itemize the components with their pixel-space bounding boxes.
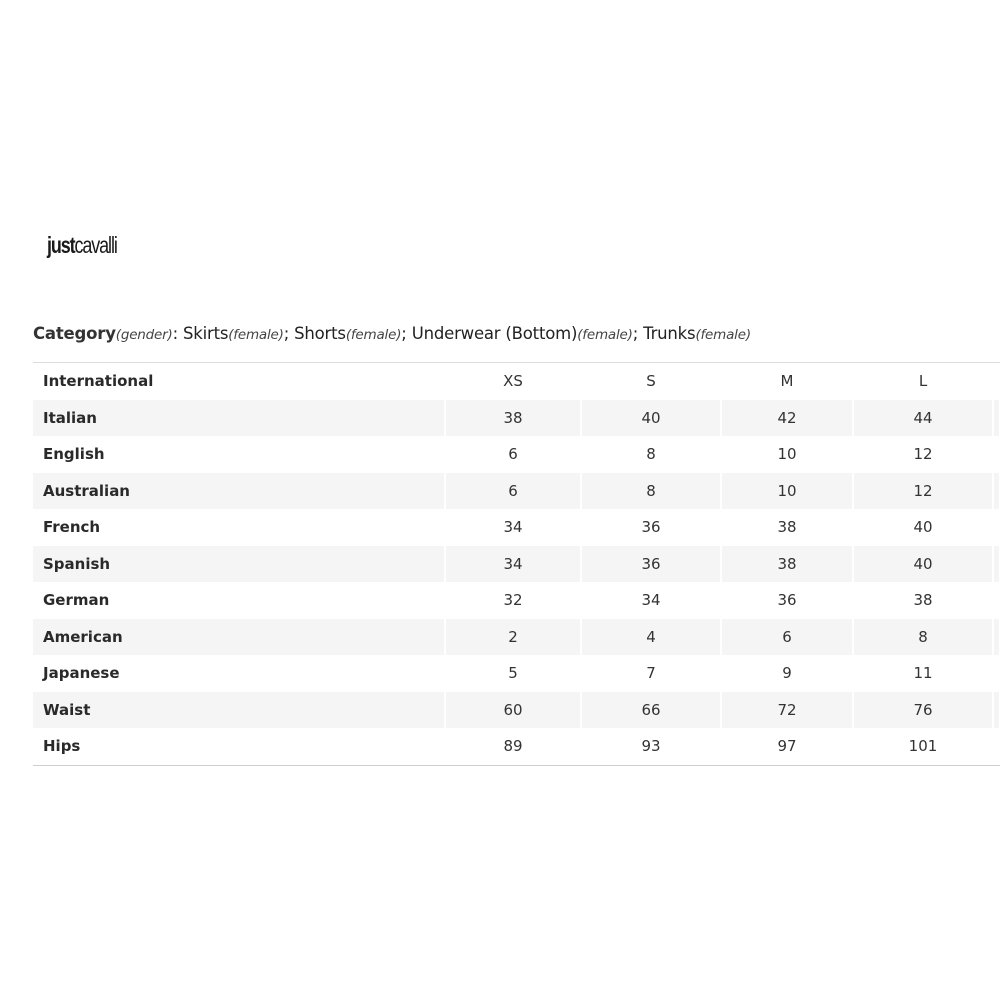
row-label: American — [33, 619, 445, 656]
table-row — [33, 473, 1000, 510]
row-edge — [993, 436, 1000, 473]
logo-just: just — [47, 232, 75, 258]
size-cell: 8 — [581, 436, 721, 473]
size-cell: 9 — [721, 655, 853, 692]
size-cell: 32 — [445, 582, 581, 619]
table-row — [33, 546, 1000, 583]
size-cell: 72 — [721, 692, 853, 729]
row-edge — [993, 473, 1000, 510]
row-edge — [993, 728, 1000, 765]
category-item: Shorts(female); — [294, 324, 407, 343]
size-cell: 76 — [853, 692, 993, 729]
size-cell: 4 — [581, 619, 721, 656]
row-edge — [993, 546, 1000, 583]
category-line: Category(gender): Skirts(female); Shorts(female); Underwear (Bottom)(female); Trunks(female) — [33, 324, 751, 343]
table-row — [33, 363, 1000, 400]
table-row — [33, 692, 1000, 729]
size-cell: 93 — [581, 728, 721, 765]
size-cell: 34 — [445, 546, 581, 583]
row-label: English — [33, 436, 445, 473]
row-label: Waist — [33, 692, 445, 729]
size-cell: 34 — [581, 582, 721, 619]
table-row — [33, 728, 1000, 765]
size-cell: 36 — [581, 509, 721, 546]
size-cell: M — [721, 363, 853, 400]
size-cell: 101 — [853, 728, 993, 765]
size-cell: 36 — [721, 582, 853, 619]
row-edge — [993, 582, 1000, 619]
logo-cavalli: cavalli — [74, 232, 117, 258]
table-row — [33, 436, 1000, 473]
size-cell: 12 — [853, 436, 993, 473]
size-cell: 60 — [445, 692, 581, 729]
row-label: Hips — [33, 728, 445, 765]
size-cell: 10 — [721, 473, 853, 510]
table-row — [33, 582, 1000, 619]
size-cell: 44 — [853, 400, 993, 437]
size-cell: 11 — [853, 655, 993, 692]
category-item: Trunks(female) — [643, 324, 751, 343]
size-cell: 89 — [445, 728, 581, 765]
size-cell: 10 — [721, 436, 853, 473]
size-cell: 40 — [581, 400, 721, 437]
size-cell: 38 — [721, 509, 853, 546]
row-label: Australian — [33, 473, 445, 510]
size-cell: 40 — [853, 546, 993, 583]
size-cell: 42 — [721, 400, 853, 437]
size-cell: 8 — [581, 473, 721, 510]
size-cell: 38 — [445, 400, 581, 437]
size-cell: 36 — [581, 546, 721, 583]
size-cell: 40 — [853, 509, 993, 546]
row-label: Spanish — [33, 546, 445, 583]
row-label: Italian — [33, 400, 445, 437]
row-label: German — [33, 582, 445, 619]
size-cell: 66 — [581, 692, 721, 729]
size-chart-table — [33, 362, 1000, 766]
row-label: Japanese — [33, 655, 445, 692]
size-cell: 12 — [853, 473, 993, 510]
size-cell: 38 — [853, 582, 993, 619]
size-cell: 6 — [445, 436, 581, 473]
size-cell: S — [581, 363, 721, 400]
table-row — [33, 400, 1000, 437]
category-label: Category — [33, 324, 116, 343]
size-cell: XS — [445, 363, 581, 400]
category-item: Skirts(female); — [182, 324, 290, 343]
row-edge — [993, 619, 1000, 656]
size-cell: L — [853, 363, 993, 400]
size-cell: 97 — [721, 728, 853, 765]
row-edge — [993, 692, 1000, 729]
table-row — [33, 619, 1000, 656]
row-edge — [993, 509, 1000, 546]
table-row — [33, 655, 1000, 692]
size-cell: 8 — [853, 619, 993, 656]
size-cell: 7 — [581, 655, 721, 692]
brand-logo — [47, 232, 117, 262]
category-gender-hint: (gender) — [115, 327, 173, 343]
row-edge — [993, 400, 1000, 437]
size-cell: 5 — [445, 655, 581, 692]
row-label: French — [33, 509, 445, 546]
table-row — [33, 509, 1000, 546]
row-edge — [993, 363, 1000, 400]
row-label: International — [33, 363, 445, 400]
size-cell: 38 — [721, 546, 853, 583]
size-cell: 6 — [721, 619, 853, 656]
size-cell: 6 — [445, 473, 581, 510]
category-item: Underwear (Bottom)(female); — [411, 324, 639, 343]
row-edge — [993, 655, 1000, 692]
size-cell: 34 — [445, 509, 581, 546]
size-cell: 2 — [445, 619, 581, 656]
